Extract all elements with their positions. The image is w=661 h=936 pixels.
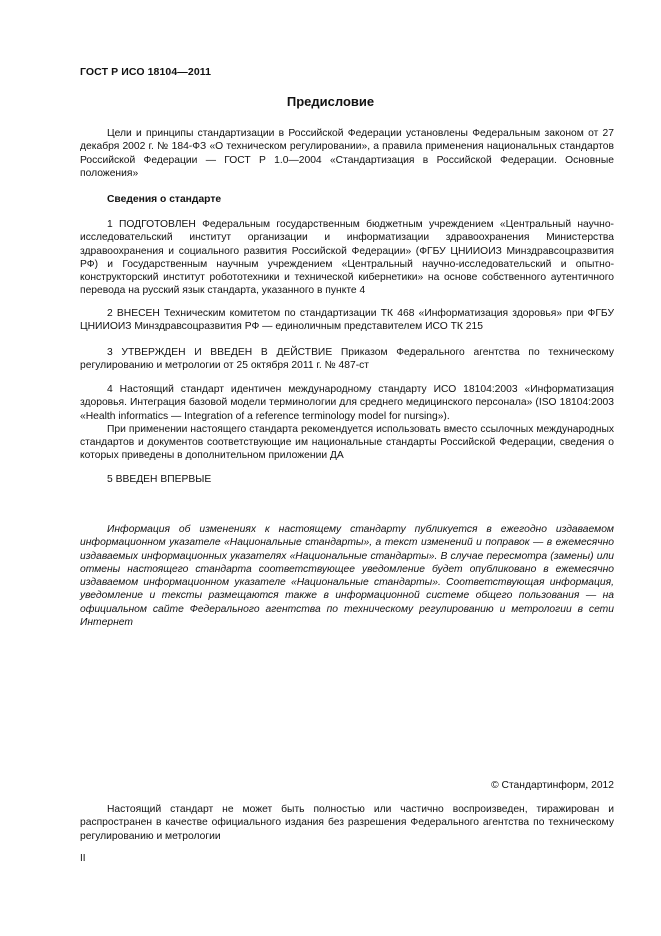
item-1: 1 ПОДГОТОВЛЕН Федеральным государственным бюджетным учреждением «Центральный научно-исследовательский институт организации и информатизации здравоохранения Министерства здравоохранения и социального развития Российской Федерации» (ФГБУ ЦНИИОИЗ Минздравсоцразвития РФ) и Государственным научным учреждением «Центральный научно-исследовательский и опытно-конструкторский институт робототехники и технической кибернетики» на основе собственного аутентичного перевода на русский язык стандарта, указанного в пункте 4: [80, 219, 614, 297]
amendments-notice: Информация об изменениях к настоящему стандарту публикуется в ежегодно издаваемом информационном указателе «Национальные стандарты», а текст изменений и поправок — в ежемесячно издаваемых информационных указателях «Национальные стандарты». В случае пересмотра (замены) или отмены настоящего стандарта соответствующее уведомление будет опубликовано в ежемесячно издаваемом информационном указателе «Национальные стандарты». Соответствующая информация, уведомление и тексты размещаются также в информационной системе общего пользования — на официальном сайте Федерального агентства по техническому регулированию и метрологии в сети Интернет: [80, 524, 614, 629]
copyright: © Стандартинформ, 2012: [491, 780, 614, 791]
reproduction-block: [80, 803, 614, 843]
item-3: 3 УТВЕРЖДЕН И ВВЕДЕН В ДЕЙСТВИЕ Приказом Федерального агентства по техническому регулированию и метрологии от 25 октября 2011 г. № 487-ст: [80, 347, 614, 372]
item-2-block: [80, 307, 614, 334]
item-4-note: При применении настоящего стандарта рекомендуется использовать вместо ссылочных международных стандартов и документов соответствующие им национальные стандарты Российской Федерации, сведения о которых приведены в дополнительном приложении ДА: [80, 423, 614, 462]
subheading: Сведения о стандарте: [107, 194, 222, 205]
page-number: II: [80, 853, 86, 864]
page-title: Предисловие: [286, 94, 375, 109]
intro-section: [80, 127, 614, 180]
item-4-block: [80, 383, 614, 463]
intro-paragraph: Цели и принципы стандартизации в Российской Федерации установлены Федеральным законом от 27 декабря 2002 г. № 184-ФЗ «О техническом регулировании», а правила применения национальных стандартов Российской Федерации — ГОСТ Р 1.0—2004 «Стандартизация в Российской Федерации. Основные положения»: [80, 128, 614, 179]
item-3-block: [80, 346, 614, 373]
item-1-block: [80, 218, 614, 298]
info-subheading-block: [80, 193, 614, 206]
item-2: 2 ВНЕСЕН Техническим комитетом по стандартизации ТК 468 «Информатизация здоровья» при ФГБУ ЦНИИОИЗ Минздравсоцразвития РФ — единоличным представителем ИСО ТК 215: [80, 308, 614, 333]
item-5-block: [80, 473, 614, 486]
reproduction-notice: Настоящий стандарт не может быть полностью или частично воспроизведен, тиражирован и распространен в качестве официального издания без разрешения Федерального агентства по техническому регулированию и метрологии: [80, 804, 614, 842]
notice-block: [80, 523, 614, 629]
item-4: 4 Настоящий стандарт идентичен международному стандарту ИСО 18104:2003 «Информатизация здоровья. Интеграция базовой модели терминологии для среднего медицинского персонала» (ISO 18104:2003 «Health informatics — Integration of a reference terminology model for nursing»).: [80, 384, 614, 422]
standard-code: ГОСТ Р ИСО 18104—2011: [80, 66, 212, 78]
item-5: 5 ВВЕДЕН ВПЕРВЫЕ: [107, 474, 212, 485]
